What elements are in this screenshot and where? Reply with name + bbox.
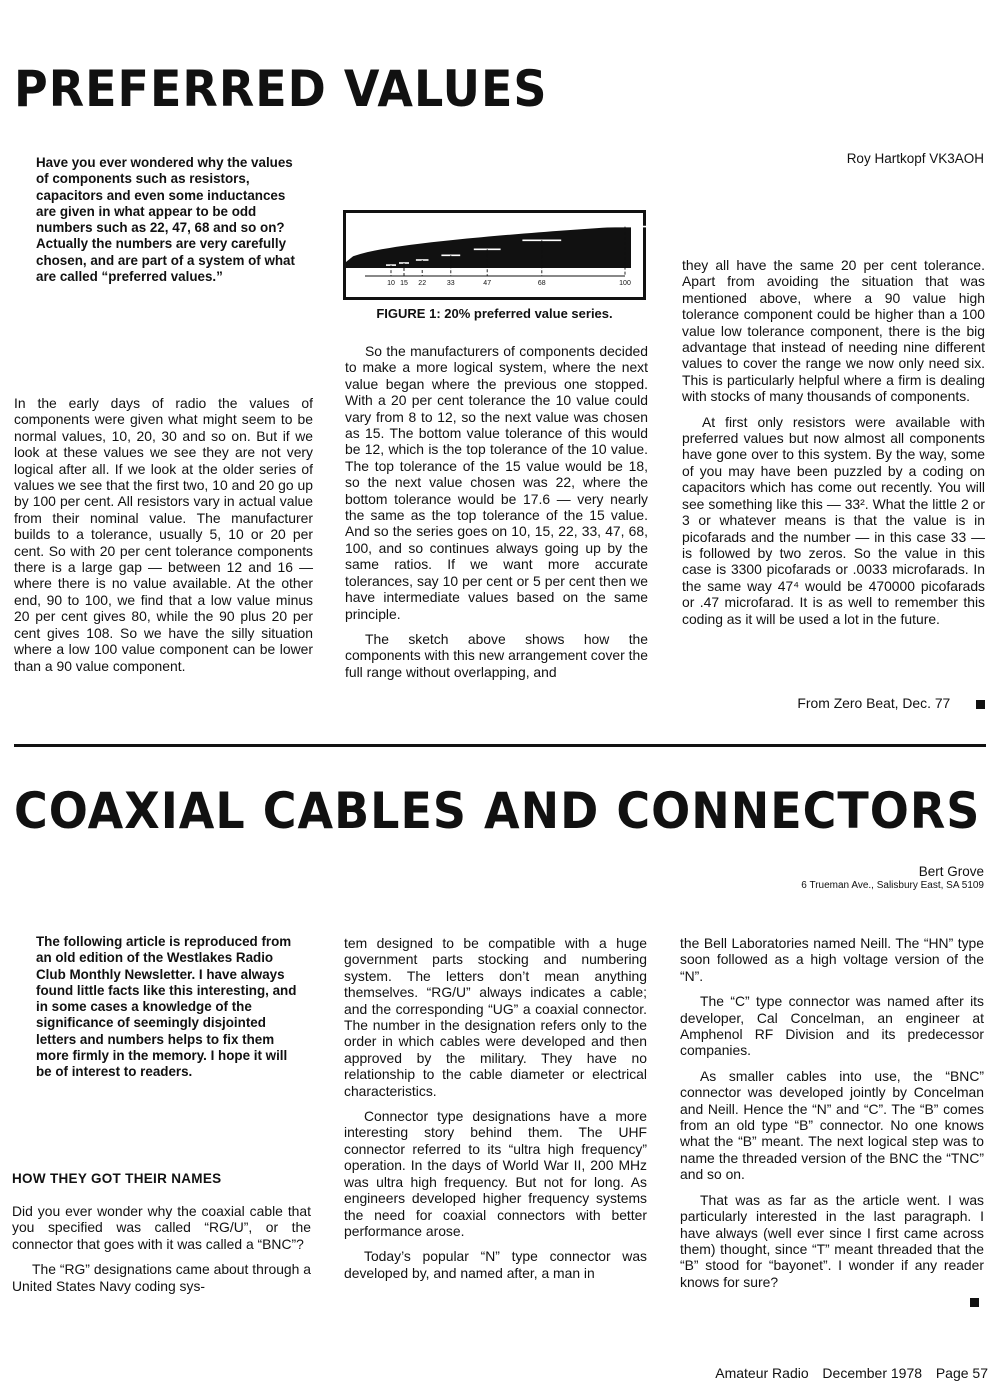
paragraph: So the manufacturers of components decided to make a more logical system, where the next value began where the previous one stopped. With a 20 per cent tolerance the 10 value could vary from 8 to 12, so the next value was chosen as 15. The bottom value tolerance of this would be 12, which is the top tolerance of the 10 value. The top tolerance of the 15 value would be 18, so the next value chosen was 22, where the bottom tolerance would be 17.6 — very nearly the same as the top tolerance of the 15 value. And so the series goes on 10, 15, 22, 33, 47, 68, 100, and so continues always going up by the same ratios. If we want more accurate tolerances, say 10 per cent or 5 per cent then we have intermediate values based on the same principle.: [345, 343, 648, 622]
footer-date: December 1978: [822, 1365, 923, 1381]
chart-curve-area: [346, 226, 631, 268]
article2-column-1: [12, 1203, 311, 1294]
paragraph: That was as far as the article went. I was particularly interested in the last paragraph. I have always (well ever since I first came across them) thought, since “T” meant threaded that the “B” stood for “bayonet”. I wonder if any reader knows for sure?: [680, 1191, 984, 1290]
figure-1: [343, 210, 646, 300]
page-footer: [715, 1365, 988, 1381]
article1-column-1: [14, 395, 313, 674]
tick-label-100: 100: [619, 280, 631, 287]
preferred-value-chart: [343, 210, 646, 300]
article1-title: PREFERRED VALUES: [14, 59, 548, 118]
article1-column-3: [682, 257, 985, 627]
article2-column-3: [680, 935, 984, 1290]
article2-title: COAXIAL CABLES AND CONNECTORS: [14, 781, 981, 840]
paragraph: The sketch above shows how the components with this new arrangement cover the full range without overlapping, and: [345, 630, 648, 680]
paragraph: Connector type designations have a more interesting story behind them. The UHF connector referred to its “ultra high frequency” operation. In the days of World War II, 200 MHz was ultra high frequency. But not for long. As engineers developed higher frequency systems the need for coaxial connectors with better performance arose.: [344, 1108, 647, 1239]
tick-label-22: 22: [418, 280, 427, 287]
article2-intro: The following article is reproduced from an old edition of the Westlakes Radio Club Monthly Newsletter. I have always found little facts like this interesting, and in some cases a knowledge of the significance of seemingly disjointed letters and numbers helps to fix them more firmly in the memory. I hope it will be of interest to readers.: [36, 934, 297, 1080]
paragraph: In the early days of radio the values of components were given what might seem to be normal values, 10, 20, 30 and so on. But if we look at these values we see they are not very logical after all. If we look at the older series of values we see that the first two, 10 and 20 go up by 100 per cent. All resistors vary in actual value from their nominal value. The manufacturer builds to a tolerance, usually 5, 10 or 20 per cent. So with 20 per cent tolerance components there is a large gap — between 12 and 16 — where there is no value available. At the other end, 90 to 100, we find that a low value minus 20 per cent gives 80, while the 90 plus 20 per cent gives 108. So we have the silly situation where a low 100 value component can be lower than a 90 value component.: [14, 395, 313, 674]
tick-label-47: 47: [483, 280, 492, 287]
tick-label-15: 15: [400, 280, 408, 287]
paragraph: As smaller cables into use, the “BNC” connector was developed jointly by Concelman and Neill. Hence the “N” and “C”. The “B” comes from an old type “B” connector. No one knows what the “B” meant. The next logical step was to name the threaded version of the BNC the “TNC” and so on.: [680, 1067, 984, 1183]
paragraph: The “C” type connector was named after its developer, Cal Concelman, an engineer at Amphenol RF Division and its predecessor companies.: [680, 993, 984, 1059]
article2-subhead: HOW THEY GOT THEIR NAMES: [12, 1171, 222, 1186]
article2-author: Bert Grove: [918, 864, 984, 879]
end-of-article-icon: [976, 700, 985, 709]
paragraph: At first only resistors were available with preferred values but now almost all components have gone over to this system. By the way, some of you may have been puzzled by a coding on capacitors which has come out recently. You will see something like this — 33². What the little 2 or 3 or whatever means is that the value is in picofarads and the number — in this case 33 — is followed by two zeros. So the value in this case is 3300 picofarads or .0033 microfarads. In the same way 47⁴ would be 470000 picofarads or .47 microfarad. It is as well to remember this coding as it will be used a lot in the future.: [682, 413, 985, 627]
paragraph: Today’s popular “N” type connector was developed by, and named after, a man in: [344, 1248, 647, 1281]
figure-1-caption: FIGURE 1: 20% preferred value series.: [376, 306, 613, 321]
footer-publication: Amateur Radio: [715, 1365, 809, 1381]
paragraph: tem designed to be compatible with a huge government parts stocking and numbering system. The letters don’t mean anything themselves. “RG/U” always indicates a cable; and the corresponding “UG” a coaxial connector. The number in the designation refers only to the order in which cables were developed and then approved by the military. They have no relationship to the cable diameter or electrical characteristics.: [344, 935, 647, 1099]
article1-source: From Zero Beat, Dec. 77: [797, 695, 951, 711]
tick-label-33: 33: [446, 280, 455, 287]
tick-label-68: 68: [537, 280, 546, 287]
article1-column-2: [345, 343, 648, 680]
section-divider: [14, 744, 986, 747]
article1-source-line: [682, 695, 985, 711]
footer-page-number: Page 57: [935, 1365, 988, 1381]
article1-intro: Have you ever wondered why the values of components such as resistors, capacitors and even some inductances are given in what appear to be odd numbers such as 22, 47, 68 and so on? Actually the numbers are very carefully chosen, and are part of a system of what are called “preferred values.”: [36, 155, 295, 285]
article2-column-2: [344, 935, 647, 1281]
paragraph: the Bell Laboratories named Neill. The “HN” type soon followed as a high voltage version of the “N”.: [680, 935, 984, 984]
paragraph: The “RG” designations came about through a United States Navy coding sys-: [12, 1261, 311, 1294]
article1-author: Roy Hartkopf VK3AOH: [846, 151, 984, 166]
paragraph: Did you ever wonder why the coaxial cable that you specified was called “RG/U”, or the connector that goes with it was called a “BNC”?: [12, 1203, 311, 1252]
end-of-article-icon: [970, 1298, 979, 1307]
paragraph: they all have the same 20 per cent tolerance. Apart from avoiding the situation that was mentioned above, where a 90 value high tolerance component could be higher than a 100 value low tolerance component, there is the big advantage that instead of needing nine different values to cover the range we now only need six. This is particularly helpful where a firm is dealing with stocks of many thousands of components.: [682, 257, 985, 405]
article2-address: 6 Trueman Ave., Salisbury East, SA 5109: [801, 880, 984, 891]
tick-label-10: 10: [387, 280, 395, 287]
